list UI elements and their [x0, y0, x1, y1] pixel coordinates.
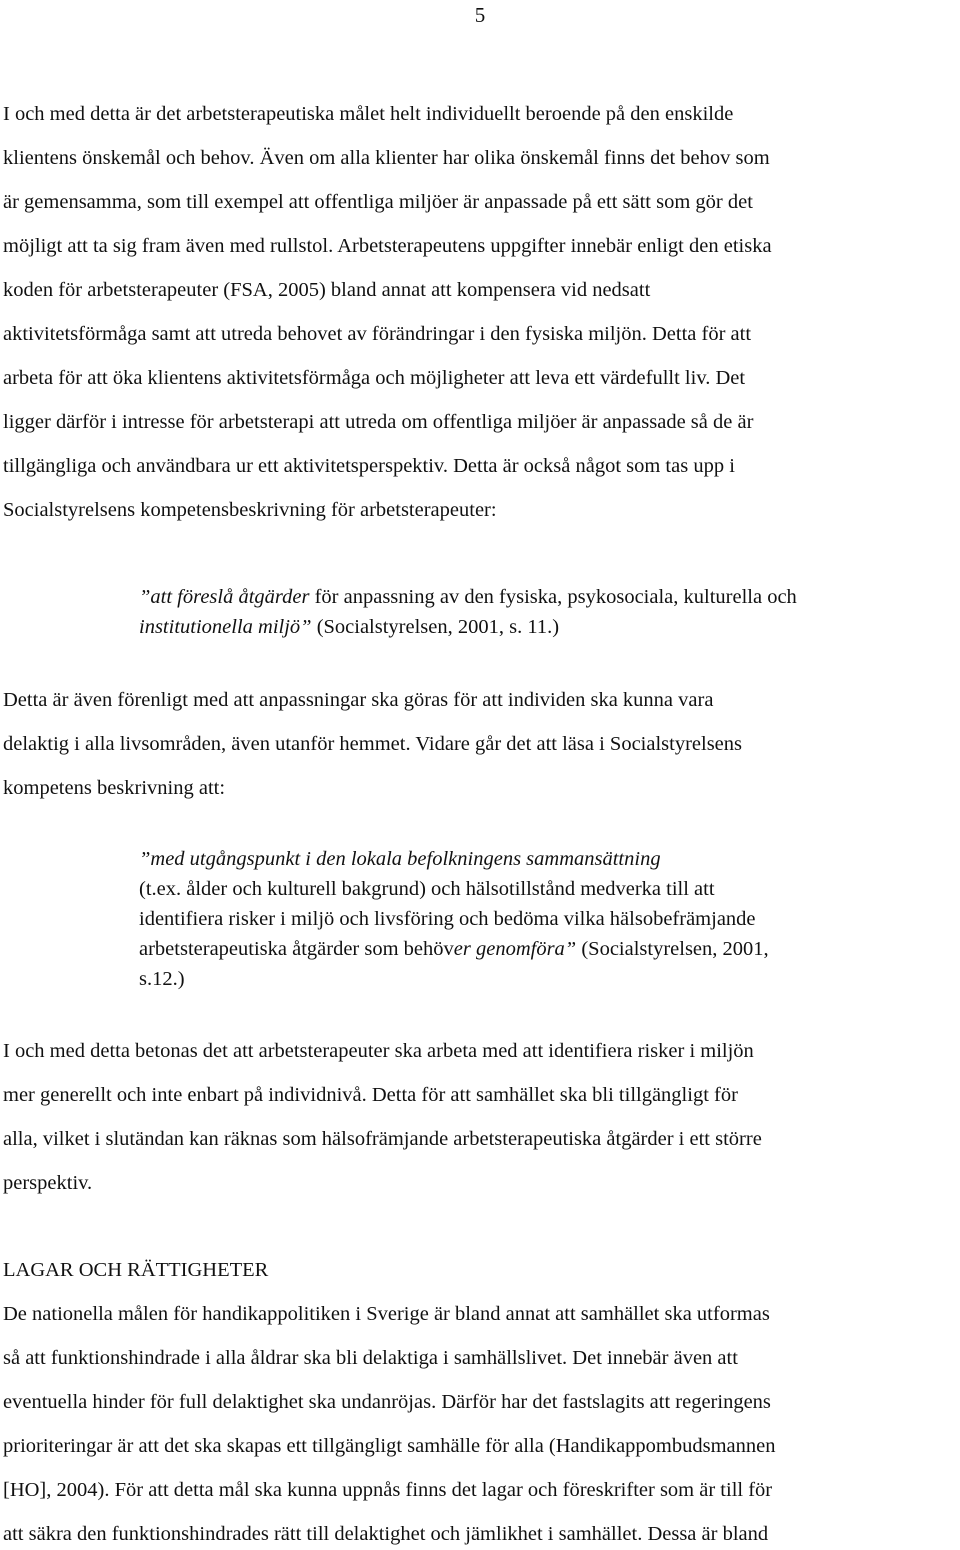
quote-line: [139, 614, 559, 640]
text-line: aktivitetsförmåga samt att utreda behovet av förändringar i den fysiska miljön. Detta för att: [3, 323, 752, 345]
quote-line: [139, 846, 661, 872]
text-line: perspektiv.: [3, 1172, 93, 1194]
quote-line: [139, 936, 769, 962]
quote-line: [139, 584, 797, 610]
text-line: [HO], 2004). För att detta mål ska kunna uppnås finns det lagar och föreskrifter som är till för: [3, 1479, 773, 1501]
text-line: mer generellt och inte enbart på individnivå. Detta för att samhället ska bli tillgängligt för: [3, 1084, 738, 1106]
quote-text: arbetsterapeutiska åtgärder som behöv: [139, 938, 454, 960]
text-line: Detta är även förenligt med att anpassningar ska göras för att individen ska kunna vara: [3, 689, 714, 711]
quote-italic: institutionella miljö”: [139, 616, 312, 638]
text-line: tillgängliga och användbara ur ett aktivitetsperspektiv. Detta är också något som tas upp i: [3, 455, 735, 477]
text-line: är gemensamma, som till exempel att offentliga miljöer är anpassade på ett sätt som gör det: [3, 191, 753, 213]
text-line: ligger därför i intresse för arbetsterapi att utreda om offentliga miljöer är anpassade så de är: [3, 411, 754, 433]
quote-italic: ”att föreslå åtgärder: [139, 586, 310, 608]
text-line: I och med detta är det arbetsterapeutiska målet helt individuellt beroende på den enskilde: [3, 103, 734, 125]
page-number: 5: [474, 3, 486, 27]
quote-line: identifiera risker i miljö och livsföring och bedöma vilka hälsobefrämjande: [139, 908, 756, 930]
text-line: alla, vilket i slutändan kan räknas som hälsofrämjande arbetsterapeutiska åtgärder i ett större: [3, 1128, 762, 1150]
text-line: eventuella hinder för full delaktighet ska undanröjas. Därför har det fastslagits att regeringens: [3, 1391, 771, 1413]
text-line: koden för arbetsterapeuter (FSA, 2005) bland annat att kompensera vid nedsatt: [3, 279, 651, 301]
text-line: delaktig i alla livsområden, även utanför hemmet. Vidare går det att läsa i Socialstyrelsens: [3, 733, 743, 755]
text-line: De nationella målen för handikappolitiken i Sverige är bland annat att samhället ska utformas: [3, 1303, 770, 1325]
text-line: Socialstyrelsens kompetensbeskrivning för arbetsterapeuter:: [3, 499, 497, 521]
section-heading: LAGAR OCH RÄTTIGHETER: [3, 1259, 269, 1281]
quote-text: för anpassning av den fysiska, psykosociala, kulturella och: [309, 586, 797, 608]
text-line: prioriteringar är att det ska skapas ett tillgängligt samhälle för alla (Handikappombudsmannen: [3, 1435, 776, 1457]
text-line: klientens önskemål och behov. Även om alla klienter har olika önskemål finns det behov som: [3, 147, 770, 169]
text-line: att säkra den funktionshindrades rätt till delaktighet och jämlikhet i samhället. Dessa är bland: [3, 1523, 769, 1545]
quote-text: (Socialstyrelsen, 2001,: [576, 938, 769, 960]
text-line: I och med detta betonas det att arbetsterapeuter ska arbeta med att identifiera risker i miljön: [3, 1040, 754, 1062]
quote-line: s.12.): [139, 968, 185, 990]
text-line: så att funktionshindrade i alla åldrar ska bli delaktiga i samhällslivet. Det innebär även att: [3, 1347, 738, 1369]
quote-italic: ”med utgångspunkt i den lokala befolkningens sammansättning: [139, 848, 661, 870]
quote-italic: er genomföra”: [453, 938, 577, 960]
text-line: möjligt att ta sig fram även med rullstol. Arbetsterapeutens uppgifter innebär enligt den etiska: [3, 235, 772, 257]
quote-text: (Socialstyrelsen, 2001, s. 11.): [311, 616, 560, 638]
text-line: kompetens beskrivning att:: [3, 777, 226, 799]
quote-line: (t.ex. ålder och kulturell bakgrund) och hälsotillstånd medverka till att: [139, 878, 715, 900]
text-line: arbeta för att öka klientens aktivitetsförmåga och möjligheter att leva ett värdefullt liv. Det: [3, 367, 746, 389]
